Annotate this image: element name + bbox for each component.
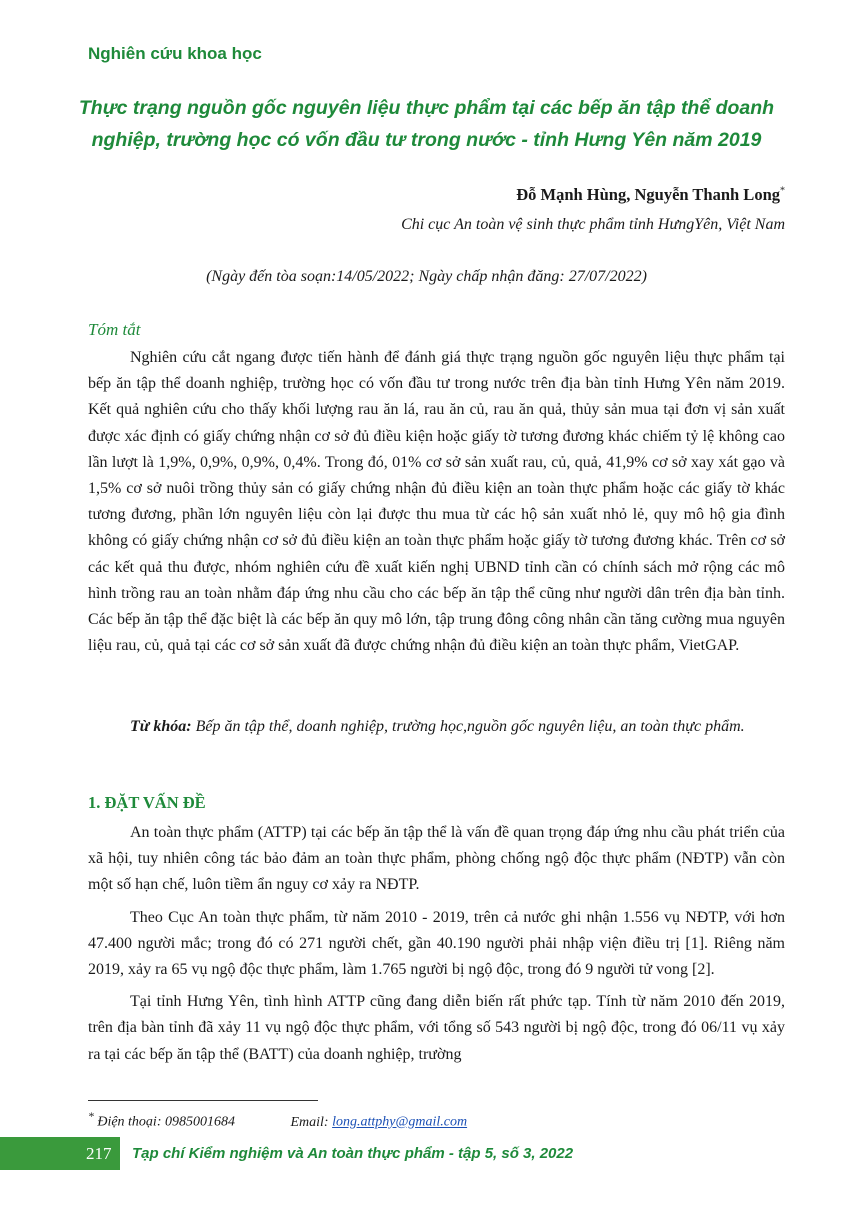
journal-name: Tạp chí Kiểm nghiệm và An toàn thực phẩm - tập 5, số 3, 2022 [132,1145,574,1162]
authors [516,185,785,205]
intro-section [88,820,785,1074]
abstract-heading: Tóm tắt [88,320,141,339]
footnote-divider [88,1100,318,1101]
footnote-email-label: Email: [290,1114,329,1130]
footnote-phone: Điện thoại: 0985001684 [97,1114,235,1130]
intro-heading: 1. ĐẶT VẤN ĐỀ [88,793,206,812]
footnote-mark: * [88,1110,94,1123]
page-number: 217 [86,1144,112,1163]
author-mark: * [780,185,785,197]
footnote-email-link[interactable]: long.attphy@gmail.com [332,1114,468,1130]
section-label: Nghiên cứu khoa học [88,44,262,63]
abstract [88,345,785,659]
keywords-label: Từ khóa: [130,718,192,735]
footnote [88,1110,467,1131]
abstract-text: Nghiên cứu cắt ngang được tiến hành để đánh giá thực trạng nguồn gốc nguyên liệu thực phẩm tại bếp ăn tập thể doanh nghiệp, trường học có vốn đầu tư trong nước trên địa bàn tỉnh Hưng Yên năm 2019. Kết quả nghiên cứu cho thấy khối lượng rau ăn lá, rau ăn củ, rau ăn quả, thủy sản mua tại đơn vị sản xuất được xác định có giấy chứng nhận cơ sở đủ điều kiện hoặc giấy tờ tương đương khác chiếm tỷ lệ không cao lần lượt là 1,9%, 0,9%, 0,9%, 0,4%. Trong đó, 01% cơ sở sản xuất rau, củ, quả, 41,9% cơ sở xay xát gạo và 1,5% cơ sở nuôi trồng thủy sản có giấy chứng nhận đủ điều kiện an toàn thực phẩm hoặc các giấy tờ khác tương đương, phần lớn nguyên liệu còn lại được thu mua từ các hộ sản xuất nhỏ lẻ, quy mô hộ gia đình không có giấy chứng nhận cơ sở đủ điều kiện an toàn thực phẩm hoặc giấy tờ tương đương khác. Trên cơ sở các kết quả thu được, nhóm nghiên cứu đề xuất kiến nghị UBND tỉnh cần có chính sách mở rộng các mô hình trồng rau an toàn nhằm đáp ứng nhu cầu cho các bếp ăn tập thể cũng như người dân trên địa bàn tỉnh. Các bếp ăn tập thể đặc biệt là các bếp ăn quy mô lớn, tập trung đông công nhân cần tăng cường mua nguyên liệu rau, củ, quả tại các cơ sở sản xuất đã được chứng nhận đủ điều kiện an toàn thực phẩm, VietGAP. [88,349,785,655]
affiliation: Chi cục An toàn vệ sinh thực phẩm tỉnh HưngYên, Việt Nam [401,216,785,233]
page-footer [0,1137,853,1170]
intro-paragraph: Tại tỉnh Hưng Yên, tình hình ATTP cũng đang diễn biến rất phức tạp. Tính từ năm 2010 đến 2019, trên địa bàn tỉnh đã xảy 11 vụ ngộ độc thực phẩm, với tổng số 543 người bị ngộ độc, trong đó 06/11 vụ xảy ra tại các bếp ăn tập thể (BATT) của doanh nghiệp, trường [88,993,785,1063]
keywords-text: Bếp ăn tập thể, doanh nghiệp, trường học,nguồn gốc nguyên liệu, an toàn thực phẩm. [195,718,745,735]
keywords [88,714,785,740]
submission-dates: (Ngày đến tòa soạn:14/05/2022; Ngày chấp nhận đăng: 27/07/2022) [206,268,647,285]
article-title: Thực trạng nguồn gốc nguyên liệu thực phẩm tại các bếp ăn tập thể doanh nghiệp, trường học có vốn đầu tư trong nước - tỉnh Hưng Yên năm 2019 [78,97,775,151]
author-names: Đỗ Mạnh Hùng, Nguyễn Thanh Long [516,185,780,204]
intro-paragraph: Theo Cục An toàn thực phẩm, từ năm 2010 - 2019, trên cả nước ghi nhận 1.556 vụ NĐTP, với hơn 47.400 người mắc; trong đó có 271 người chết, gần 40.190 người phải nhập viện điều trị [1]. Riêng năm 2019, xảy ra 65 vụ ngộ độc thực phẩm, làm 1.765 người bị ngộ độc, trong đó 9 người tử vong [2]. [88,908,785,979]
intro-paragraph: An toàn thực phẩm (ATTP) tại các bếp ăn tập thể là vấn đề quan trọng đáp ứng nhu cầu phát triển của xã hội, tuy nhiên công tác bảo đảm an toàn thực phẩm, phòng chống ngộ độc thực phẩm (NĐTP) vẫn còn một số hạn chế, luôn tiềm ẩn nguy cơ xảy ra NĐTP. [88,824,785,894]
